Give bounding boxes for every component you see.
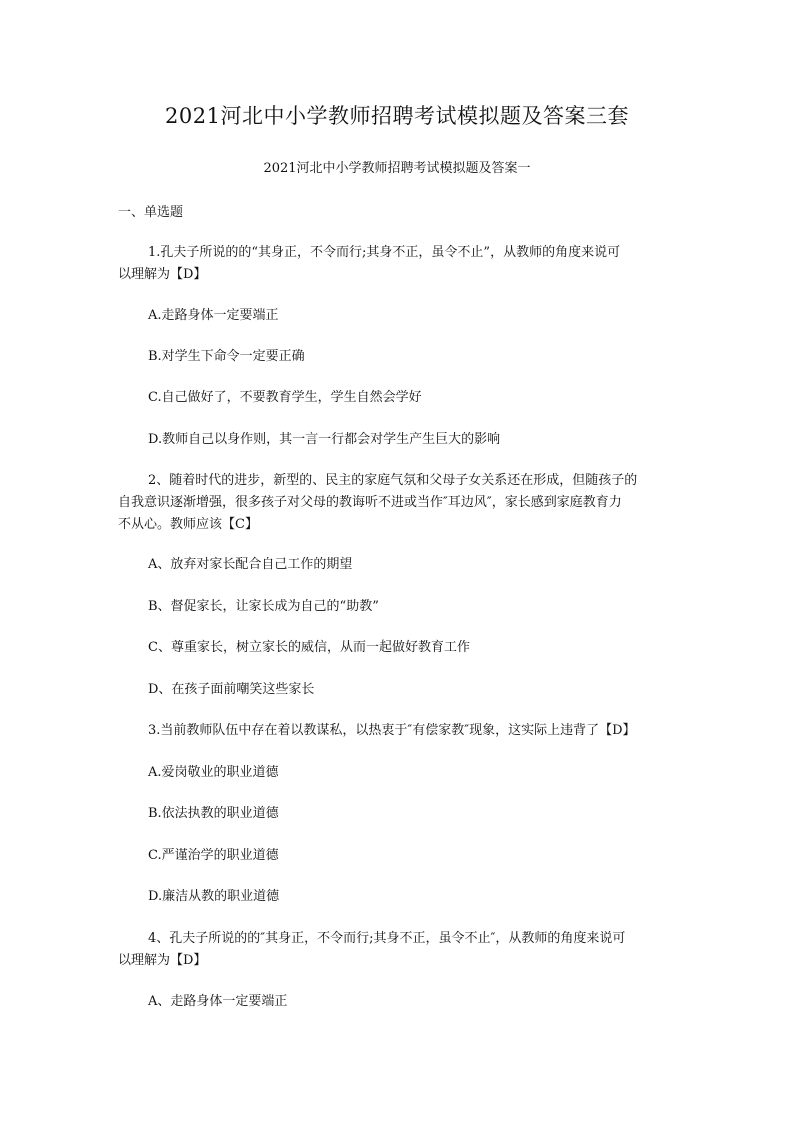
question-2-line-2: 自我意识逐渐增强，很多孩子对父母的教诲听不进或当作″耳边风″，家长感到家庭教育力 <box>118 495 622 510</box>
question-4-option-a: A、走路身体一定要端正 <box>148 994 288 1009</box>
question-3-option-a: A.爱岗敬业的职业道德 <box>148 765 279 780</box>
question-1-option-b: B.对学生下命令一定要正确 <box>148 349 305 364</box>
question-1-option-d: D.教师自己以身作则，其一言一行都会对学生产生巨大的影响 <box>148 432 501 447</box>
question-3-option-d: D.廉洁从教的职业道德 <box>148 889 280 904</box>
document-title: 2021河北中小学教师招聘考试模拟题及答案三套 <box>165 104 629 128</box>
question-3-option-b: B.依法执教的职业道德 <box>148 806 279 821</box>
question-3-option-c: C.严谨治学的职业道德 <box>148 848 279 863</box>
question-2-line-3: 不从心。教师应该【C】 <box>118 517 258 532</box>
section-heading: 一、单选题 <box>118 205 184 220</box>
question-1-option-c: C.自己做好了，不要教育学生，学生自然会学好 <box>148 390 422 405</box>
document-subtitle: 2021河北中小学教师招聘考试模拟题及答案一 <box>263 161 531 176</box>
question-1-line-2: 以理解为【D】 <box>118 267 207 282</box>
question-3-line-1: 3.当前教师队伍中存在着以教谋私，以热衷于″有偿家教″现象，这实际上违背了【D】 <box>148 723 636 738</box>
question-1-line-1: 1.孔夫子所说的的“其身正，不令而行;其身不正，虽令不止”，从教师的角度来说可 <box>148 245 621 260</box>
question-2-line-1: 2、随着时代的进步，新型的、民主的家庭气氛和父母子女关系还在形成，但随孩子的 <box>148 473 638 488</box>
question-2-option-a: A、放弃对家长配合自己工作的期望 <box>148 557 353 572</box>
question-1-option-a: A.走路身体一定要端正 <box>148 308 279 323</box>
question-2-option-d: D、在孩子面前嘲笑这些家长 <box>148 682 315 697</box>
question-4-line-2: 以理解为【D】 <box>118 953 207 968</box>
question-4-line-1: 4、孔夫子所说的的″其身正，不令而行;其身不正，虽令不止″，从教师的角度来说可 <box>148 931 626 946</box>
question-2-option-b: B、督促家长，让家长成为自己的“助教” <box>148 599 379 614</box>
question-2-option-c: C、尊重家长，树立家长的威信，从而一起做好教育工作 <box>148 640 470 655</box>
